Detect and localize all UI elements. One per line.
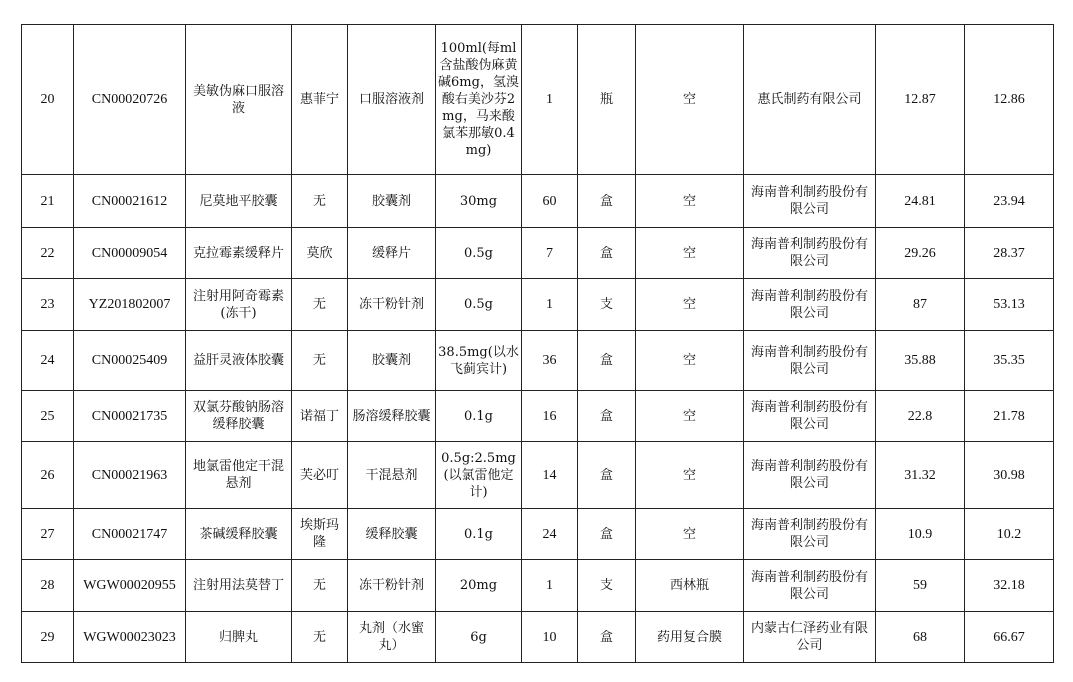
table-row (22, 228, 1054, 279)
cell-no: 22 (22, 228, 74, 279)
cell-unit: 盒 (578, 442, 636, 509)
cell-qty: 14 (522, 442, 578, 509)
table-row (22, 175, 1054, 228)
cell-brand: 埃斯玛隆 (292, 509, 348, 560)
cell-spec: 38.5mg(以水飞蓟宾计) (436, 331, 522, 391)
cell-no: 21 (22, 175, 74, 228)
cell-code: CN00009054 (74, 228, 186, 279)
cell-qty: 1 (522, 279, 578, 331)
cell-brand: 无 (292, 279, 348, 331)
cell-unit: 瓶 (578, 25, 636, 175)
cell-no: 24 (22, 331, 74, 391)
cell-spec: 0.5g (436, 279, 522, 331)
cell-price1: 22.8 (876, 391, 965, 442)
cell-code: CN00021963 (74, 442, 186, 509)
cell-form: 口服溶液剂 (348, 25, 436, 175)
cell-form: 冻干粉针剂 (348, 279, 436, 331)
cell-company: 海南普利制药股份有限公司 (744, 175, 876, 228)
cell-unit: 盒 (578, 509, 636, 560)
cell-code: CN00020726 (74, 25, 186, 175)
cell-name: 茶碱缓释胶囊 (186, 509, 292, 560)
table-row (22, 612, 1054, 663)
cell-spec: 6g (436, 612, 522, 663)
cell-code: CN00025409 (74, 331, 186, 391)
cell-pack: 空 (636, 228, 744, 279)
cell-company: 海南普利制药股份有限公司 (744, 560, 876, 612)
cell-pack: 空 (636, 175, 744, 228)
cell-code: WGW00023023 (74, 612, 186, 663)
cell-spec: 30mg (436, 175, 522, 228)
cell-unit: 盒 (578, 228, 636, 279)
cell-price1: 29.26 (876, 228, 965, 279)
cell-price1: 59 (876, 560, 965, 612)
cell-price1: 35.88 (876, 331, 965, 391)
cell-qty: 16 (522, 391, 578, 442)
cell-unit: 盒 (578, 175, 636, 228)
cell-qty: 1 (522, 560, 578, 612)
cell-name: 注射用阿奇霉素(冻干) (186, 279, 292, 331)
cell-unit: 盒 (578, 391, 636, 442)
cell-price1: 12.87 (876, 25, 965, 175)
cell-price2: 35.35 (965, 331, 1054, 391)
cell-form: 丸剂（水蜜丸） (348, 612, 436, 663)
cell-name: 双氯芬酸钠肠溶缓释胶囊 (186, 391, 292, 442)
cell-no: 23 (22, 279, 74, 331)
cell-no: 26 (22, 442, 74, 509)
cell-code: YZ201802007 (74, 279, 186, 331)
cell-qty: 24 (522, 509, 578, 560)
cell-pack: 药用复合膜 (636, 612, 744, 663)
cell-price2: 28.37 (965, 228, 1054, 279)
cell-price2: 21.78 (965, 391, 1054, 442)
cell-code: CN00021612 (74, 175, 186, 228)
cell-code: CN00021735 (74, 391, 186, 442)
cell-form: 缓释胶囊 (348, 509, 436, 560)
cell-company: 海南普利制药股份有限公司 (744, 331, 876, 391)
cell-brand: 无 (292, 560, 348, 612)
cell-company: 惠氏制药有限公司 (744, 25, 876, 175)
cell-brand: 无 (292, 331, 348, 391)
cell-brand: 诺福丁 (292, 391, 348, 442)
cell-qty: 10 (522, 612, 578, 663)
cell-no: 20 (22, 25, 74, 175)
cell-price2: 10.2 (965, 509, 1054, 560)
cell-price2: 23.94 (965, 175, 1054, 228)
cell-price2: 53.13 (965, 279, 1054, 331)
cell-company: 海南普利制药股份有限公司 (744, 228, 876, 279)
cell-form: 胶囊剂 (348, 331, 436, 391)
table-row (22, 391, 1054, 442)
table-body (22, 25, 1054, 663)
cell-brand: 惠菲宁 (292, 25, 348, 175)
cell-brand: 莫欣 (292, 228, 348, 279)
cell-name: 美敏伪麻口服溶液 (186, 25, 292, 175)
table-row (22, 331, 1054, 391)
cell-price1: 31.32 (876, 442, 965, 509)
cell-price2: 66.67 (965, 612, 1054, 663)
cell-unit: 支 (578, 279, 636, 331)
cell-brand: 芙必叮 (292, 442, 348, 509)
cell-form: 冻干粉针剂 (348, 560, 436, 612)
cell-unit: 盒 (578, 331, 636, 391)
cell-price1: 10.9 (876, 509, 965, 560)
cell-name: 地氯雷他定干混悬剂 (186, 442, 292, 509)
cell-pack: 空 (636, 279, 744, 331)
cell-name: 尼莫地平胶囊 (186, 175, 292, 228)
cell-form: 缓释片 (348, 228, 436, 279)
cell-form: 胶囊剂 (348, 175, 436, 228)
cell-company: 海南普利制药股份有限公司 (744, 509, 876, 560)
cell-qty: 60 (522, 175, 578, 228)
table-row (22, 560, 1054, 612)
cell-code: CN00021747 (74, 509, 186, 560)
cell-pack: 空 (636, 509, 744, 560)
cell-price1: 24.81 (876, 175, 965, 228)
cell-pack: 空 (636, 331, 744, 391)
cell-price2: 30.98 (965, 442, 1054, 509)
cell-pack: 空 (636, 442, 744, 509)
cell-name: 克拉霉素缓释片 (186, 228, 292, 279)
drug-price-table (21, 24, 1054, 663)
cell-qty: 7 (522, 228, 578, 279)
cell-no: 29 (22, 612, 74, 663)
table-row (22, 509, 1054, 560)
cell-spec: 0.5g:2.5mg(以氯雷他定计) (436, 442, 522, 509)
cell-form: 肠溶缓释胶囊 (348, 391, 436, 442)
table-row (22, 25, 1054, 175)
cell-price2: 32.18 (965, 560, 1054, 612)
cell-code: WGW00020955 (74, 560, 186, 612)
table-row (22, 279, 1054, 331)
cell-company: 内蒙古仁泽药业有限公司 (744, 612, 876, 663)
cell-no: 28 (22, 560, 74, 612)
cell-name: 益肝灵液体胶囊 (186, 331, 292, 391)
cell-brand: 无 (292, 175, 348, 228)
cell-price2: 12.86 (965, 25, 1054, 175)
cell-price1: 87 (876, 279, 965, 331)
cell-spec: 20mg (436, 560, 522, 612)
cell-unit: 盒 (578, 612, 636, 663)
cell-brand: 无 (292, 612, 348, 663)
cell-pack: 空 (636, 25, 744, 175)
cell-form: 干混悬剂 (348, 442, 436, 509)
cell-spec: 0.1g (436, 509, 522, 560)
cell-name: 归脾丸 (186, 612, 292, 663)
cell-company: 海南普利制药股份有限公司 (744, 391, 876, 442)
cell-price1: 68 (876, 612, 965, 663)
cell-no: 25 (22, 391, 74, 442)
cell-spec: 100ml(每ml含盐酸伪麻黄碱6mg，氢溴酸右美沙芬2mg，马来酸氯苯那敏0.4mg) (436, 25, 522, 175)
cell-pack: 西林瓶 (636, 560, 744, 612)
cell-qty: 1 (522, 25, 578, 175)
cell-company: 海南普利制药股份有限公司 (744, 442, 876, 509)
cell-spec: 0.5g (436, 228, 522, 279)
table-row (22, 442, 1054, 509)
cell-spec: 0.1g (436, 391, 522, 442)
cell-qty: 36 (522, 331, 578, 391)
cell-unit: 支 (578, 560, 636, 612)
cell-company: 海南普利制药股份有限公司 (744, 279, 876, 331)
cell-no: 27 (22, 509, 74, 560)
cell-pack: 空 (636, 391, 744, 442)
cell-name: 注射用法莫替丁 (186, 560, 292, 612)
